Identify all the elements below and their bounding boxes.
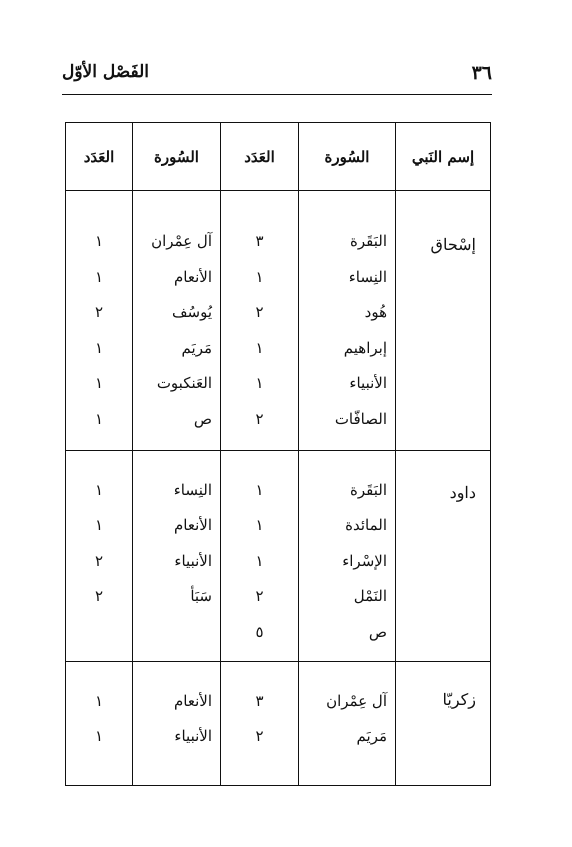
header-count: العَدَد [221, 123, 299, 191]
mention-count: ١ [255, 338, 264, 357]
mention-count: ٢ [94, 303, 104, 322]
surah-name: المائدة [345, 516, 387, 535]
prophets-surah-table [65, 122, 491, 786]
surah-name: العَنكبوت [156, 374, 212, 393]
mention-count: ٢ [94, 551, 104, 570]
surah-name: النَمْل [353, 587, 387, 606]
mention-count: ٢ [255, 409, 264, 428]
mention-count: ١ [255, 374, 264, 393]
mention-count: ٢ [94, 587, 104, 606]
table-row [66, 191, 491, 451]
prophet-name: داود [449, 482, 476, 502]
mention-count: ١ [94, 232, 104, 250]
prophet-cell [396, 661, 491, 785]
prophet-cell [396, 450, 491, 661]
surah-name: الأنعام [174, 516, 212, 535]
prophet-name: زكريّا [442, 689, 476, 709]
table-header-row [66, 123, 491, 191]
count-cell [221, 450, 299, 661]
surah-name: النِساء [348, 267, 387, 286]
surah-name: ص [193, 409, 212, 428]
mention-count: ١ [94, 338, 104, 357]
surah-name: ص [368, 622, 387, 641]
surah-name: الأنبياء [174, 551, 212, 570]
surah-name: هُود [364, 303, 387, 322]
prophet-cell [396, 191, 491, 451]
mention-count: ٢ [255, 303, 264, 322]
mention-count: ١ [255, 516, 264, 535]
surah-name: آل عِمْران [151, 232, 212, 250]
surah-name: الصافّات [334, 409, 387, 428]
surah-cell-2 [133, 450, 221, 661]
mention-count: ٥ [255, 622, 264, 641]
table-row [66, 661, 491, 785]
prophet-name: إسْحاق [430, 235, 476, 254]
header-surah-2: السُورة [133, 123, 221, 191]
count-cell-2 [66, 450, 133, 661]
mention-count: ١ [255, 480, 264, 499]
count-cell [221, 191, 299, 451]
count-cell-2 [66, 191, 133, 451]
surah-name: إبراهيم [343, 338, 387, 357]
surah-cell [299, 661, 396, 785]
page-number: ٣٦ [471, 62, 492, 84]
page-header [62, 62, 492, 92]
surah-cell-2 [133, 661, 221, 785]
surah-name: الأنعام [174, 267, 212, 286]
mention-count: ١ [94, 480, 104, 499]
surah-name: آل عِمْران [326, 691, 387, 710]
header-count-2: العَدَد [66, 123, 133, 191]
mention-count: ١ [94, 374, 104, 393]
mention-count: ١ [94, 267, 104, 286]
surah-name: سَبَأ [190, 587, 212, 606]
table-row [66, 450, 491, 661]
mention-count: ١ [94, 409, 104, 428]
mention-count: ٢ [255, 727, 264, 746]
mention-count: ١ [255, 267, 264, 286]
mention-count: ١ [94, 516, 104, 535]
surah-name: مَريَم [181, 338, 212, 357]
mention-count: ١ [255, 551, 264, 570]
surah-name: البَقَرة [350, 480, 387, 499]
count-cell [221, 661, 299, 785]
surah-cell-2 [133, 191, 221, 451]
header-prophet-name: إسم النَبي [396, 123, 491, 191]
count-cell-2 [66, 661, 133, 785]
mention-count: ٣ [255, 232, 264, 250]
surah-name: البَقَرة [350, 232, 387, 250]
surah-name: الأنبياء [349, 374, 387, 393]
surah-name: النِساء [173, 480, 212, 499]
header-divider [62, 94, 492, 95]
header-surah: السُورة [299, 123, 396, 191]
surah-cell [299, 450, 396, 661]
surah-cell [299, 191, 396, 451]
surah-name: الإسْراء [342, 551, 387, 570]
mention-count: ٢ [255, 587, 264, 606]
mention-count: ٣ [255, 691, 264, 710]
surah-name: الأنبياء [174, 727, 212, 746]
surah-name: يُوسُف [171, 303, 212, 322]
chapter-title: الفَصْل الأوّل [62, 62, 150, 82]
surah-name: مَريَم [356, 727, 387, 746]
mention-count: ١ [94, 727, 104, 746]
surah-name: الأنعام [174, 691, 212, 710]
mention-count: ١ [94, 691, 104, 710]
